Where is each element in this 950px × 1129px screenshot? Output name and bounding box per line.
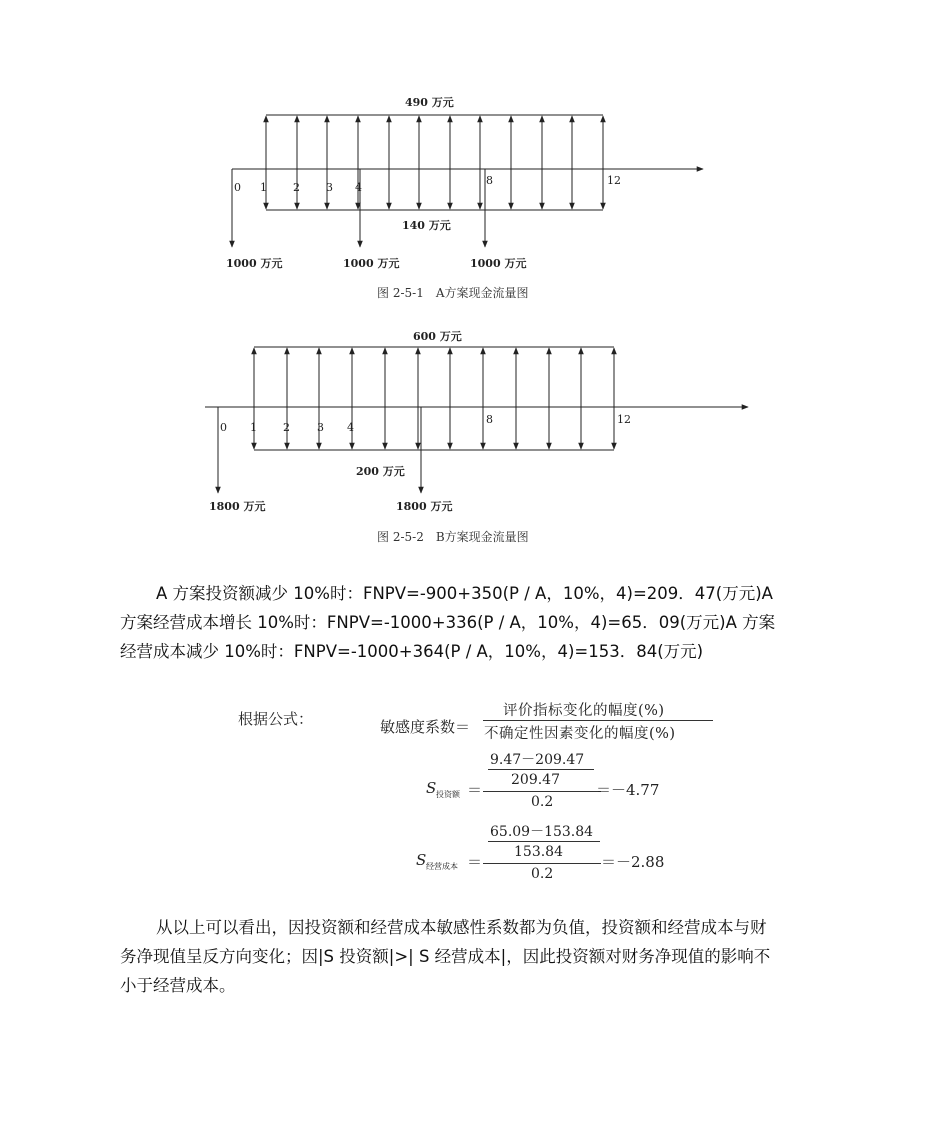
- conclusion-paragraph: [120, 913, 840, 1000]
- equals-sign: ＝: [467, 781, 483, 799]
- outflow-label: 1000 万元: [343, 257, 400, 270]
- tick-label: 3: [326, 181, 333, 194]
- cash-flow-arrows: [254, 348, 614, 449]
- fraction-bar: [483, 791, 601, 792]
- formula-intro: 根据公式：: [238, 710, 314, 728]
- tick-label: 8: [486, 174, 493, 187]
- text-line: 从以上可以看出，因投资额和经营成本敏感性系数都为负值，投资额和经营成本与财: [156, 918, 767, 937]
- inflow-label: 600 万元: [413, 330, 462, 343]
- figure-b-cash-flow-diagram: [0, 310, 950, 550]
- text-line: A 方案投资额减少 10%时：FNPV=-900+350(P / A，10%，4)=209．47(万元)A: [156, 584, 773, 603]
- text-line: 小于经营成本。: [120, 976, 236, 995]
- figure-caption: 图 2-5-2 B方案现金流量图: [377, 530, 529, 544]
- outflow-label: 1800 万元: [209, 500, 266, 513]
- text-line: 经营成本减少 10%时：FNPV=-1000+364(P / A，10%，4)=153．84(万元): [120, 642, 704, 661]
- tick-label: 2: [293, 181, 300, 194]
- fraction-bar: [488, 769, 594, 770]
- cost-label: 140 万元: [402, 219, 451, 232]
- tick-label: 2: [283, 421, 290, 434]
- formula-numerator: 评价指标变化的幅度(%): [503, 703, 665, 719]
- s-investment-top: 9.47－209.47: [490, 752, 585, 768]
- cash-flow-arrows: [266, 116, 603, 209]
- text-line: 方案经营成本增长 10%时：FNPV=-1000+336(P / A，10%，4)=65．09(万元)A 方案: [120, 613, 776, 632]
- s-cost-mid: 153.84: [514, 844, 563, 860]
- formula-lhs: 敏感度系数＝: [380, 718, 471, 736]
- tick-label: 8: [486, 413, 493, 426]
- tick-label: 1: [250, 421, 257, 434]
- text-line: 务净现值呈反方向变化；因|S 投资额|>| S 经营成本|，因此投资额对财务净现值的影响不: [120, 947, 771, 966]
- inflow-label: 490 万元: [405, 96, 454, 109]
- s-cost-subscript: 经营成本: [426, 862, 458, 871]
- tick-label: 4: [355, 181, 362, 194]
- s-investment-subscript: 投资额: [436, 790, 460, 799]
- s-investment-denominator: 0.2: [531, 794, 554, 810]
- outflow-label: 1000 万元: [470, 257, 527, 270]
- s-investment-mid: 209.47: [511, 772, 560, 788]
- outflow-label: 1000 万元: [226, 257, 283, 270]
- s-cost-denominator: 0.2: [531, 866, 554, 882]
- s-cost-result: ＝－2.88: [601, 853, 665, 871]
- fraction-bar: [483, 720, 713, 721]
- cost-label: 200 万元: [356, 465, 405, 478]
- tick-label: 12: [607, 174, 621, 187]
- formula-denominator: 不确定性因素变化的幅度(%): [484, 726, 676, 742]
- outflow-label: 1800 万元: [396, 500, 453, 513]
- sensitivity-results-paragraph: [120, 579, 840, 666]
- tick-label: 0: [220, 421, 227, 434]
- tick-label: 3: [317, 421, 324, 434]
- s-cost-symbol: S: [416, 851, 427, 869]
- tick-label: 0: [234, 181, 241, 194]
- fraction-bar: [488, 841, 600, 842]
- figure-caption: 图 2-5-1 A方案现金流量图: [377, 286, 529, 300]
- sensitivity-formula-block: [0, 690, 950, 890]
- equals-sign: ＝: [467, 853, 483, 871]
- figure-a-cash-flow-diagram: [0, 0, 950, 310]
- s-cost-top: 65.09－153.84: [490, 824, 594, 840]
- tick-label: 4: [347, 421, 354, 434]
- s-investment-result: ＝－4.77: [596, 781, 660, 799]
- tick-label: 12: [617, 413, 631, 426]
- s-investment-symbol: S: [426, 779, 437, 797]
- tick-label: 1: [260, 181, 267, 194]
- fraction-bar: [483, 863, 601, 864]
